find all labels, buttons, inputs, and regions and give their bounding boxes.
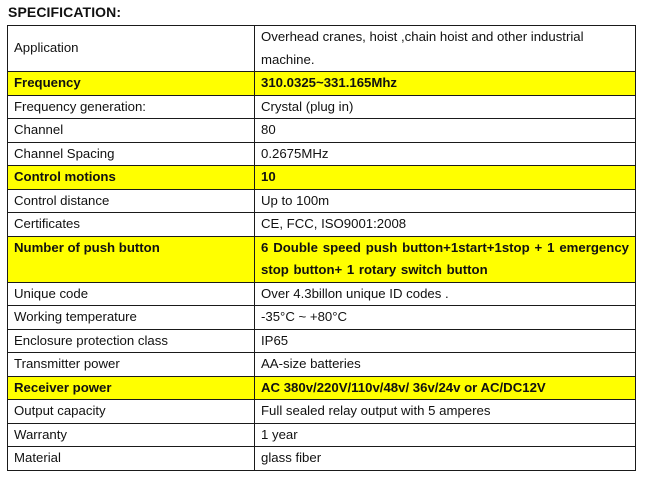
spec-label-output-capacity: Output capacity	[8, 400, 255, 424]
table-row	[8, 400, 636, 424]
spec-label-channel-spacing: Channel Spacing	[8, 142, 255, 166]
spec-value-channel: 80	[255, 119, 636, 143]
table-row	[8, 189, 636, 213]
table-row	[8, 236, 636, 282]
spec-label-application: Application	[8, 26, 255, 72]
spec-value-receiver-power: AC 380v/220V/110v/48v/ 36v/24v or AC/DC12V	[255, 376, 636, 400]
spec-value-certificates: CE, FCC, ISO9001:2008	[255, 213, 636, 237]
spec-value-material: glass fiber	[255, 447, 636, 471]
spec-label-transmitter-power: Transmitter power	[8, 353, 255, 377]
table-row	[8, 423, 636, 447]
table-row	[8, 213, 636, 237]
spec-label-channel: Channel	[8, 119, 255, 143]
spec-label-certificates: Certificates	[8, 213, 255, 237]
spec-value-frequency-generation: Crystal (plug in)	[255, 95, 636, 119]
spec-value-unique-code: Over 4.3billon unique ID codes .	[255, 282, 636, 306]
spec-value-control-distance: Up to 100m	[255, 189, 636, 213]
spec-value-channel-spacing: 0.2675MHz	[255, 142, 636, 166]
spec-value-control-motions: 10	[255, 166, 636, 190]
spec-value-frequency: 310.0325~331.165Mhz	[255, 72, 636, 96]
spec-label-push-buttons: Number of push button	[8, 236, 255, 282]
table-row	[8, 329, 636, 353]
spec-label-enclosure-protection: Enclosure protection class	[8, 329, 255, 353]
spec-label-control-motions: Control motions	[8, 166, 255, 190]
table-row	[8, 353, 636, 377]
spec-value-application: Overhead cranes, hoist ,chain hoist and other industrial machine.	[255, 26, 636, 72]
spec-label-control-distance: Control distance	[8, 189, 255, 213]
spec-value-output-capacity: Full sealed relay output with 5 amperes	[255, 400, 636, 424]
table-row	[8, 306, 636, 330]
spec-label-warranty: Warranty	[8, 423, 255, 447]
table-row	[8, 95, 636, 119]
specification-table	[7, 25, 636, 471]
table-row	[8, 119, 636, 143]
spec-label-unique-code: Unique code	[8, 282, 255, 306]
table-row	[8, 447, 636, 471]
spec-label-working-temperature: Working temperature	[8, 306, 255, 330]
spec-value-warranty: 1 year	[255, 423, 636, 447]
spec-label-frequency: Frequency	[8, 72, 255, 96]
spec-value-transmitter-power: AA-size batteries	[255, 353, 636, 377]
spec-value-working-temperature: -35°C ~ +80°C	[255, 306, 636, 330]
table-row	[8, 166, 636, 190]
table-row	[8, 72, 636, 96]
page-title: SPECIFICATION:	[8, 4, 122, 20]
table-row	[8, 26, 636, 72]
spec-label-material: Material	[8, 447, 255, 471]
spec-value-enclosure-protection: IP65	[255, 329, 636, 353]
table-row	[8, 142, 636, 166]
spec-label-frequency-generation: Frequency generation:	[8, 95, 255, 119]
spec-label-receiver-power: Receiver power	[8, 376, 255, 400]
table-row	[8, 282, 636, 306]
table-row	[8, 376, 636, 400]
spec-value-push-buttons: 6 Double speed push button+1start+1stop + 1 emergency stop button+ 1 rotary switch button	[255, 236, 636, 282]
